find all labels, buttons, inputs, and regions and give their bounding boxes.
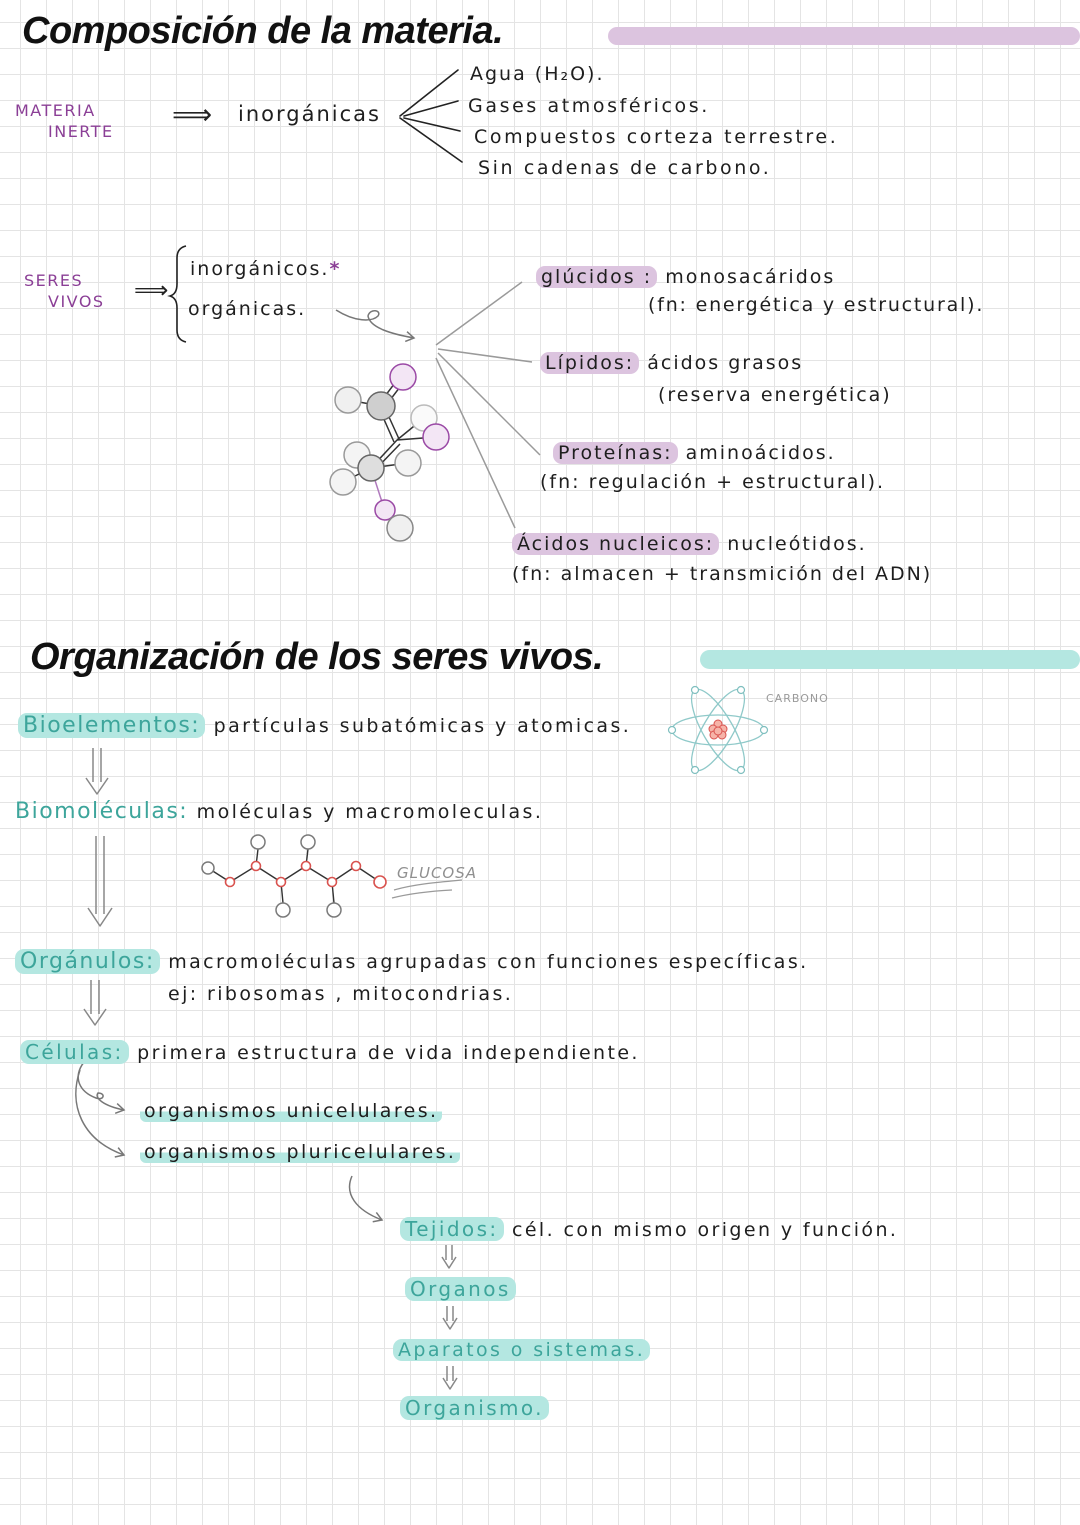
electron-4 xyxy=(692,687,699,694)
celulas-text: primera estructura de vida independiente. xyxy=(137,1042,640,1064)
glucosa-label: GLUCOSA xyxy=(397,864,478,882)
glucosa-bottom-atom-2 xyxy=(327,903,341,917)
down-arrow-organos xyxy=(443,1306,457,1329)
inorganicas-label: inorgánicas xyxy=(238,102,381,126)
glucosa-top-atom-2 xyxy=(301,835,315,849)
electron-3 xyxy=(738,767,745,774)
branch-line-gases xyxy=(404,101,458,116)
nucleon-6 xyxy=(714,727,722,735)
celulas-line xyxy=(20,1038,640,1067)
down-arrow-organulos xyxy=(84,980,106,1025)
pluricelulares-item xyxy=(140,1138,460,1166)
lipidos-note: (reserva energética) xyxy=(658,384,892,406)
inert-item-cadenas: Sin cadenas de carbono. xyxy=(478,157,772,179)
proteinas-unit: aminoácidos. xyxy=(685,442,836,464)
tejidos-label: Tejidos: xyxy=(400,1217,504,1241)
tejidos-line xyxy=(400,1215,898,1244)
inert-item-compuestos: Compuestos corteza terrestre. xyxy=(474,126,839,148)
arrow-to-tejidos xyxy=(350,1176,382,1220)
aparatos-item xyxy=(393,1336,650,1364)
glucosa-red-atom-5 xyxy=(328,878,337,887)
seres-vivos-label xyxy=(24,270,105,312)
biomoleculas-label: Biomoléculas: xyxy=(15,799,189,824)
unicelulares-text: organismos unicelulares. xyxy=(140,1100,442,1122)
glucidos-note: (fn: energética y estructural). xyxy=(648,294,985,316)
lipidos-label: Lípidos: xyxy=(540,352,639,374)
glucosa-bottom-atom-1 xyxy=(276,903,290,917)
branch-line-compuestos xyxy=(404,118,460,131)
asterisk-mark: * xyxy=(329,258,342,280)
atom-carbon-2 xyxy=(358,455,384,481)
lipidos-unit: ácidos grasos xyxy=(647,352,804,374)
title-organizacion: Organización de los seres vivos. xyxy=(30,636,604,678)
atom-hydrogen-4 xyxy=(395,450,421,476)
atom-purple-1 xyxy=(390,364,416,390)
proteinas-line xyxy=(553,440,836,466)
electron-5 xyxy=(692,767,699,774)
glucosa-top-atom-1 xyxy=(251,835,265,849)
title-composicion: Composición de la materia. xyxy=(22,10,504,52)
double-arrow-seres: ⟹ xyxy=(134,276,169,304)
unicelulares-item xyxy=(140,1097,442,1125)
atom-hydrogen-1 xyxy=(335,387,361,413)
electron-2 xyxy=(669,727,676,734)
organicas-arrow xyxy=(336,310,414,338)
inert-item-agua: Agua (H₂O). xyxy=(470,63,605,85)
arrow-to-pluricelulares xyxy=(76,1070,124,1155)
inorganicos-label: inorgánicos. xyxy=(190,258,330,280)
acidos-note: (fn: almacen + transmición del ADN) xyxy=(512,563,933,585)
organicas-label: orgánicas. xyxy=(188,298,307,320)
acidos-unit: nucleótidos. xyxy=(727,533,867,555)
glucosa-red-atom-7 xyxy=(374,876,386,888)
glucosa-red-atom-3 xyxy=(277,878,286,887)
title-highlight-bar-lilac xyxy=(608,27,1080,45)
fan-line-glucidos xyxy=(436,282,522,345)
atom-hydrogen-6 xyxy=(387,515,413,541)
materia-label-line1: MATERIA xyxy=(15,101,96,120)
atom-carbon-1 xyxy=(367,392,395,420)
glucosa-red-atom-1 xyxy=(226,878,235,887)
organos-text: Organos xyxy=(405,1277,516,1301)
organulos-label: Orgánulos: xyxy=(15,949,160,974)
atom-drawing xyxy=(668,680,768,780)
organulos-line xyxy=(15,948,809,976)
arrow-to-unicelulares xyxy=(78,1062,124,1110)
aparatos-text: Aparatos o sistemas. xyxy=(393,1339,650,1361)
glucosa-red-atom-6 xyxy=(352,862,361,871)
curly-brace xyxy=(170,246,186,342)
seres-label-line2: VIVOS xyxy=(48,292,105,311)
electron-1 xyxy=(761,727,768,734)
glucosa-molecule-drawing xyxy=(195,830,395,925)
pluricelulares-text: organismos pluricelulares. xyxy=(140,1141,460,1163)
down-arrow-biomoleculas xyxy=(88,836,112,926)
materia-label-line2: INERTE xyxy=(48,122,114,141)
glucidos-label: glúcidos : xyxy=(536,266,657,288)
glucosa-red-atom-4 xyxy=(302,862,311,871)
organulos-example: ej: ribosomas , mitocondrias. xyxy=(168,983,514,1005)
title-highlight-bar-teal xyxy=(700,650,1080,669)
inorganicos-line xyxy=(190,256,341,282)
biomoleculas-text: moléculas y macromoleculas. xyxy=(196,801,544,823)
glucosa-end-atom-1 xyxy=(202,862,214,874)
down-arrow-tejidos xyxy=(442,1245,456,1268)
electron-6 xyxy=(738,687,745,694)
bioelementos-text: partículas subatómicas y atomicas. xyxy=(213,715,632,737)
organos-item xyxy=(405,1275,516,1304)
seres-label-line1: SERES xyxy=(24,271,84,290)
organulos-text: macromoléculas agrupadas con funciones específicas. xyxy=(168,951,809,973)
lipidos-line xyxy=(540,350,803,376)
proteinas-label: Proteínas: xyxy=(553,442,678,464)
organismo-item xyxy=(400,1394,549,1423)
down-arrow-bioelementos xyxy=(86,748,108,794)
atom-hydrogen-5 xyxy=(330,469,356,495)
bioelementos-line xyxy=(18,712,631,740)
atom-purple-2 xyxy=(423,424,449,450)
double-arrow-inerte: ⟹ xyxy=(172,98,213,131)
glucidos-line xyxy=(536,264,835,290)
glucosa-underline-2 xyxy=(392,890,452,898)
acidos-label: Ácidos nucleicos: xyxy=(512,533,719,555)
organismo-text: Organismo. xyxy=(400,1396,549,1420)
biomoleculas-line xyxy=(15,798,543,826)
proteinas-note: (fn: regulación + estructural). xyxy=(540,471,886,493)
celulas-label: Células: xyxy=(20,1040,129,1064)
inert-item-gases: Gases atmosféricos. xyxy=(468,95,710,117)
acidos-line xyxy=(512,531,867,557)
down-arrow-aparatos xyxy=(443,1366,457,1389)
carbono-label: CARBONO xyxy=(766,692,829,705)
tejidos-text: cél. con mismo origen y función. xyxy=(511,1219,899,1241)
glucosa-red-atom-2 xyxy=(252,862,261,871)
glucidos-unit: monosacáridos xyxy=(665,266,836,288)
molecule-drawing xyxy=(320,355,460,550)
materia-inerte-label xyxy=(15,100,114,142)
bioelementos-label: Bioelementos: xyxy=(18,713,205,738)
